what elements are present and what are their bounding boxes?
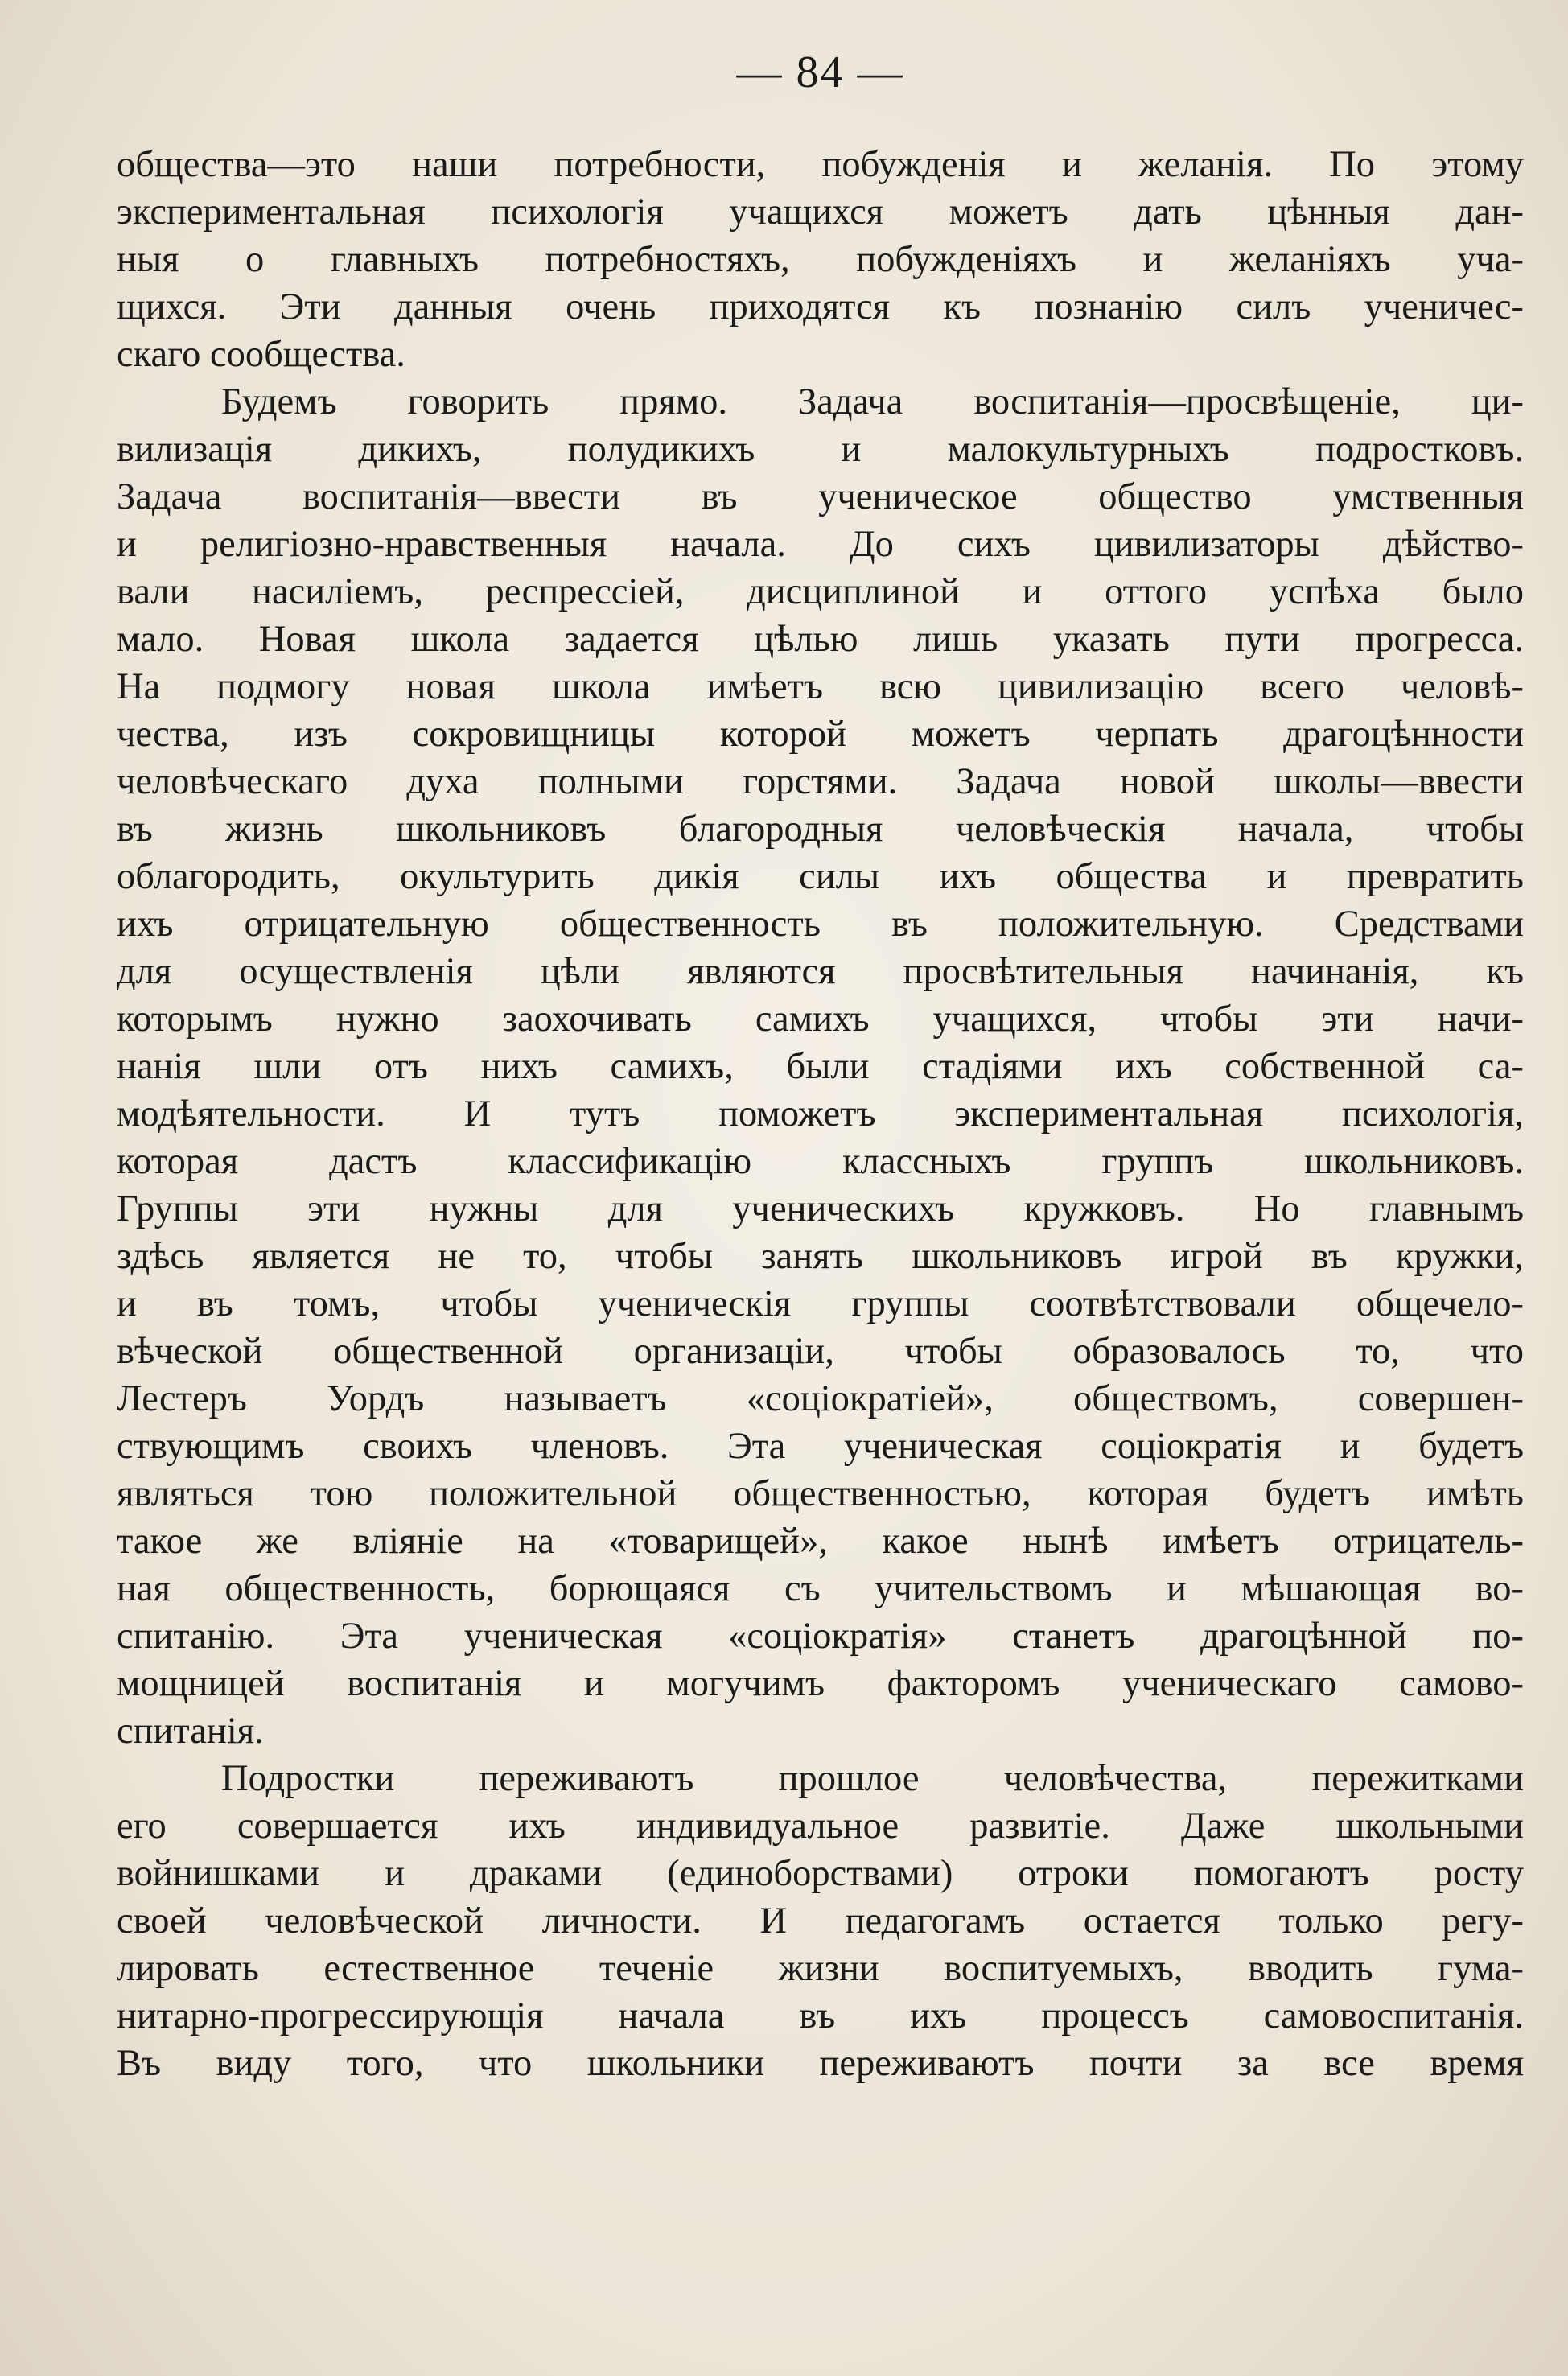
- paragraph-3: [117, 1755, 1524, 2087]
- text-line: его совершается ихъ индивидуальное развитіе. Даже школьными: [117, 1806, 1524, 1847]
- text-line: Будемъ говорить прямо. Задача воспитанія—просвѣщеніе, ци-: [221, 381, 1524, 422]
- text-line: облагородить, окультурить дикія силы ихъ общества и превратить: [117, 856, 1524, 897]
- text-line: ихъ отрицательную общественность въ положительную. Средствами: [117, 904, 1524, 945]
- text-line: скаго сообщества.: [117, 334, 405, 375]
- text-line: человѣческаго духа полными горстями. Задача новой школы—ввести: [117, 761, 1524, 802]
- text-line: общества—это наши потребности, побужденія и желанія. По этому: [117, 144, 1524, 185]
- text-line: На подмогу новая школа имѣетъ всю цивилизацію всего человѣ-: [117, 666, 1524, 707]
- text-line: щихся. Эти данныя очень приходятся къ познанію силъ ученичес-: [117, 286, 1524, 327]
- text-line: спитанію. Эта ученическая «соціократія» станетъ драгоцѣнной по-: [117, 1616, 1524, 1657]
- text-line: мощницей воспитанія и могучимъ факторомъ ученическаго самово-: [117, 1663, 1524, 1704]
- text-line: ствующимъ своихъ членовъ. Эта ученическая соціократія и будетъ: [117, 1426, 1524, 1467]
- text-line: войнишками и драками (единоборствами) отроки помогаютъ росту: [117, 1853, 1524, 1894]
- text-line: Лестеръ Уордъ называетъ «соціократіей», обществомъ, совершен-: [117, 1378, 1524, 1419]
- text-line: которымъ нужно заохочивать самихъ учащихся, чтобы эти начи-: [117, 999, 1524, 1040]
- text-line: которая дастъ классификацію классныхъ группъ школьниковъ.: [117, 1141, 1524, 1182]
- text-line: въ жизнь школьниковъ благородныя человѣческія начала, чтобы: [117, 809, 1524, 850]
- paragraph-1: [117, 141, 1524, 378]
- text-line: чества, изъ сокровищницы которой можетъ черпать драгоцѣнности: [117, 714, 1524, 755]
- text-line: лировать естественное теченіе жизни воспитуемыхъ, вводить гума-: [117, 1948, 1524, 1989]
- text-line: такое же вліяніе на «товарищей», какое нынѣ имѣетъ отрицатель-: [117, 1521, 1524, 1562]
- text-line: вѣческой общественной организаціи, чтобы образовалось то, что: [117, 1331, 1524, 1372]
- text-line: Подростки переживаютъ прошлое человѣчества, пережитками: [221, 1758, 1524, 1799]
- paragraph-2: [117, 378, 1524, 1755]
- text-line: вилизація дикихъ, полудикихъ и малокультурныхъ подростковъ.: [117, 429, 1524, 470]
- text-line: спитанія.: [117, 1711, 264, 1752]
- text-line: модѣятельности. И тутъ поможетъ экспериментальная психологія,: [117, 1093, 1524, 1134]
- text-line: ныя о главныхъ потребностяхъ, побужденіяхъ и желаніяхъ уча-: [117, 239, 1524, 280]
- text-line: нитарно-прогрессирующія начала въ ихъ процессъ самовоспитанія.: [117, 1995, 1524, 2036]
- text-line: здѣсь является не то, чтобы занять школьниковъ игрой въ кружки,: [117, 1236, 1524, 1277]
- text-line: экспериментальная психологія учащихся можетъ дать цѣнныя дан-: [117, 191, 1524, 233]
- text-line: для осуществленія цѣли являются просвѣтительныя начинанія, къ: [117, 951, 1524, 992]
- text-line: и религіозно-нравственныя начала. До сихъ цивилизаторы дѣйство-: [117, 524, 1524, 565]
- text-line: нанія шли отъ нихъ самихъ, были стадіями ихъ собственной са-: [117, 1046, 1524, 1087]
- text-line: Группы эти нужны для ученическихъ кружковъ. Но главнымъ: [117, 1188, 1524, 1229]
- text-line: ная общественность, борющаяся съ учительствомъ и мѣшающая во-: [117, 1568, 1524, 1609]
- text-line: являться тою положительной общественностью, которая будетъ имѣть: [117, 1473, 1524, 1514]
- text-line: и въ томъ, чтобы ученическія группы соотвѣтствовали общечело-: [117, 1283, 1524, 1324]
- text-line: вали насиліемъ, респрессіей, дисциплиной и оттого успѣха было: [117, 571, 1524, 612]
- text-line: мало. Новая школа задается цѣлью лишь указать пути прогресса.: [117, 619, 1524, 660]
- text-line: своей человѣческой личности. И педагогамъ остается только регу-: [117, 1900, 1524, 1942]
- page-number: — 84 —: [736, 47, 904, 97]
- text-line: Задача воспитанія—ввести въ ученическое общество умственныя: [117, 476, 1524, 517]
- text-line: Въ виду того, что школьники переживаютъ почти за все время: [117, 2043, 1524, 2084]
